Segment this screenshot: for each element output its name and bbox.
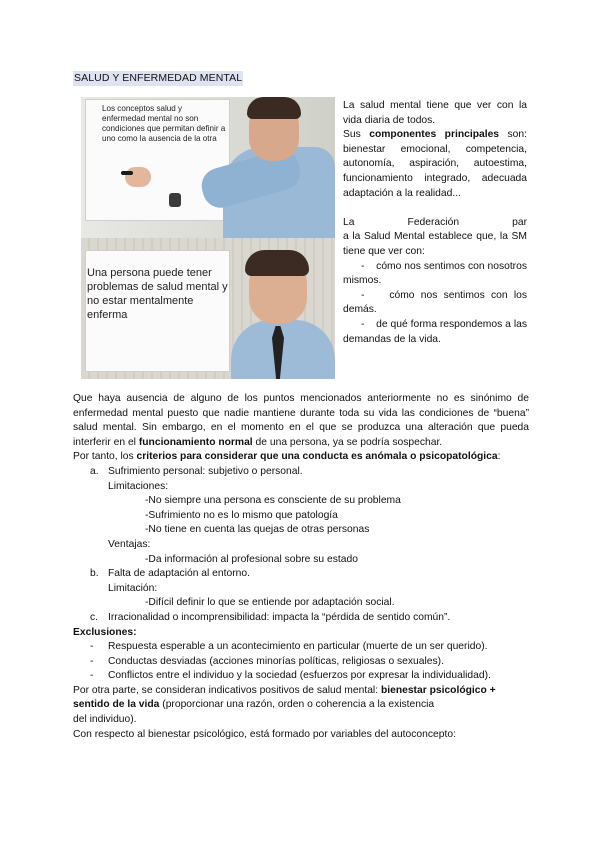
paragraph-4: Con respecto al bienestar psicológico, está formado por variables del autoconcepto: [73,728,456,740]
side-list-item: - cómo nos sentimos con los demás. [343,289,527,316]
bold-phrase: criterios para considerar que una conducta es anómala o psicopatológica [136,451,498,463]
bold-phrase: componentes principales [369,129,500,141]
limitation-item: -Sufrimiento no es lo mismo que patología [145,509,338,521]
paragraph-2: Por tanto, los criterios para considerar que una conducta es anómala o psicopatológica: [73,451,501,463]
limitation-label: Limitación: [108,582,158,594]
advantages-label: Ventajas: [108,538,151,550]
paragraph-1: Que haya ausencia de alguno de los puntos mencionados anteriormente no es sinónimo de enfermedad mental puesto que nadie mantiene durante toda su vida las condiciones de “buena” salud mental. Sin embargo, en el momento en el que se produzca una alteración que pueda interferir en el funcionamiento normal de una persona, ya se podría sospechar. [73,393,529,448]
side-paragraph-1: La salud mental tiene que ver con la vida diaria de todos. [343,100,527,126]
bold-phrase: funcionamiento normal [138,436,253,448]
side-list-item: - de qué forma respondemos a las demandas de la vida. [343,318,527,345]
exclusion-item: - Respuesta esperable a un acontecimiento en particular (muerte de un ser querido). [90,641,488,653]
limitation-item: -No siempre una persona es consciente de su problema [145,495,401,507]
man-hand [125,167,151,187]
limitations-label: Limitaciones: [108,480,169,492]
side-paragraph-3: a la Salud Mental establece que, la SM tiene que ver con: [343,231,527,257]
meme-bottom-text: Una persona puede tener problemas de salud mental y no estar mentalmente enferma [87,267,228,321]
limitation-item: -No tiene en cuenta las quejas de otras personas [145,524,370,536]
advantage-item: -Da información al profesional sobre su estado [145,553,358,565]
marker-pen [121,171,133,175]
exclusion-item: - Conflictos entre el individuo y la sociedad (esfuerzos por expresar la individualidad). [90,670,491,682]
exclusions-label: Exclusiones: [73,626,137,638]
main-text [73,392,529,742]
man-hair [247,97,301,119]
criterion-b: b. Falta de adaptación al entorno. [90,568,250,580]
meme-image [81,97,335,379]
paragraph-3: Por otra parte, se consideran indicativos positivos de salud mental: bienestar psicológico + sentido de la vida (proporcionar una razón, orden o coherencia a la existencia [73,684,496,711]
paragraph-3-end: del individuo). [73,714,137,726]
page-title: SALUD Y ENFERMEDAD MENTAL [74,72,243,84]
meme-panel-top [81,97,335,238]
side-list-item: - cómo nos sentimos con nosotros mismos. [343,260,527,287]
limitation-item: -Difícil definir lo que se entiende por adaptación social. [145,597,395,609]
side-text [343,99,527,347]
man-shirt [231,320,335,379]
bold-phrase: bienestar psicológico + sentido de la vida [73,684,496,711]
criterion-a: a. Sufrimiento personal: subjetivo o personal. [90,465,303,477]
side-paragraph-2: Sus componentes principales son: bienestar emocional, competencia, autonomía, aspiración, autoestima, funcionamiento integrado, adecuada adaptación a la realidad... [343,129,527,199]
meme-panel-bottom [81,238,335,379]
meme-top-text: Los conceptos salud y enfermedad mental no son condiciones que permitan definir a uno como la ausencia de la otra [102,104,226,143]
exclusion-item: - Conductas desviadas (acciones minorías políticas, religiosas o sexuales). [90,655,444,667]
man-hair [245,250,309,276]
federation-line: La Federación par [343,216,527,228]
watch [169,193,181,207]
criterion-c: c. Irracionalidad o incomprensibilidad: impacta la “pérdida de sentido común”. [90,611,451,623]
